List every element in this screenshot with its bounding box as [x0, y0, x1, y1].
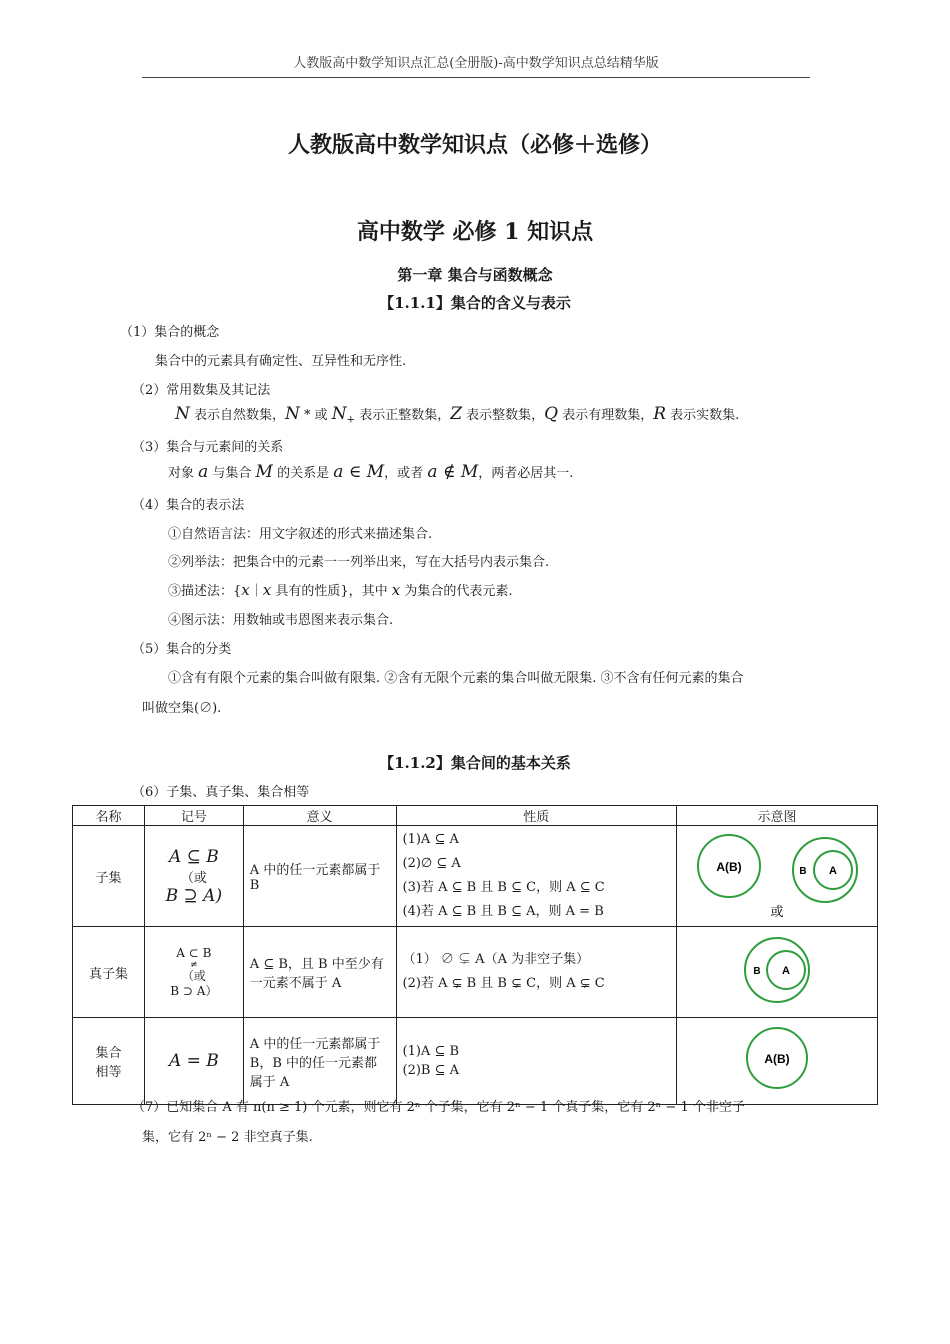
- equal-prop-1: (1)A ⊆ B: [402, 1044, 460, 1059]
- para-subset-count-1: （7）已知集合 A 有 n(n ≥ 1) 个元素，则它有 2ⁿ 个子集，它有 2ⁿ − 1 个真子集，它有 2ⁿ − 1 个非空子: [132, 1100, 745, 1115]
- proper-symbol-main: A ⊂ B: [176, 945, 212, 960]
- symbol-r: R: [653, 404, 667, 424]
- sub-title: 高中数学 必修 1 知识点: [356, 219, 594, 245]
- equal-symbol-text: A = B: [168, 1051, 219, 1071]
- text: ｜: [249, 584, 263, 599]
- table-row-subset: [73, 826, 878, 927]
- para-number-sets: [175, 404, 739, 426]
- heading-number-sets: （2）常用数集及其记法: [132, 383, 271, 398]
- para-set-concept: 集合中的元素具有确定性、互异性和无序性.: [155, 354, 407, 369]
- para-subset-count-2: 集，它有 2ⁿ − 2 非空真子集.: [142, 1130, 313, 1145]
- method-diagram: ④图示法：用数轴或韦恩图来表示集合.: [168, 613, 394, 628]
- symbol-a: a: [198, 462, 209, 482]
- text: 的关系是: [272, 466, 334, 481]
- heading-set-concept: （1）集合的概念: [120, 325, 220, 340]
- main-title: 人教版高中数学知识点（必修＋选修）: [287, 132, 662, 158]
- proper-venn-diagram: [677, 927, 876, 1013]
- equal-venn-diagram: [677, 1018, 876, 1100]
- venn-label-a: A: [829, 865, 838, 877]
- heading-classification: （5）集合的分类: [132, 642, 232, 657]
- subset-symbol: [144, 826, 243, 927]
- subset-diagram: [676, 826, 877, 927]
- subset-relations-table: [72, 805, 878, 1105]
- equal-prop-2: (2)B ⊆ A: [402, 1063, 460, 1078]
- subset-symbol-alt: B ⊇ A): [165, 885, 223, 906]
- venn-label: A(B): [764, 1052, 791, 1066]
- symbol-q: Q: [544, 404, 559, 424]
- subset-properties: [396, 826, 676, 927]
- venn-label-a: A: [782, 965, 791, 977]
- proper-subset-diagram: [676, 927, 877, 1018]
- proper-subset-meaning: A ⊆ B，且 B 中至少有一元素不属于 A: [243, 927, 396, 1018]
- subset-symbol-or: （或: [180, 870, 207, 886]
- subset-prop-2: (2)∅ ⊆ A: [402, 856, 461, 871]
- text: 与集合: [208, 466, 256, 481]
- equal-name: 集合相等: [73, 1018, 145, 1105]
- chapter-title: 第一章 集合与函数概念: [397, 266, 553, 284]
- subset-name: 子集: [73, 826, 145, 927]
- venn-or-text: 或: [770, 905, 784, 920]
- proper-subset-name: 真子集: [73, 927, 145, 1018]
- section-title-1-1-2: 【1.1.2】集合间的基本关系: [379, 754, 571, 772]
- text: 表示自然数集，: [189, 408, 286, 423]
- text: 表示正整数集，: [355, 408, 451, 423]
- header-diagram: 示意图: [676, 806, 877, 826]
- proper-subset-properties: [396, 927, 676, 1018]
- equal-properties: [396, 1018, 676, 1105]
- text: 表示有理数集，: [558, 408, 654, 423]
- section-title-1-1-1: 【1.1.1】集合的含义与表示: [379, 294, 571, 312]
- subset-venn-diagram: [677, 828, 876, 920]
- symbol-n-plus: N: [331, 404, 347, 424]
- relation-not-in: a ∉ M: [427, 462, 479, 482]
- text: 具有的性质}，其中: [271, 584, 392, 599]
- subset-meaning: A 中的任一元素都属于 B: [243, 826, 396, 927]
- subset-symbol-main: A ⊆ B: [168, 846, 219, 867]
- symbol-x: x: [391, 581, 401, 599]
- running-header: 人教版高中数学知识点汇总(全册版)-高中数学知识点总结精华版: [142, 52, 810, 78]
- subscript-plus: +: [346, 414, 356, 426]
- symbol-m: M: [255, 462, 273, 482]
- table-header-row: [73, 806, 878, 826]
- venn-label-b: B: [753, 966, 762, 977]
- text: ，或者: [384, 466, 428, 481]
- text: 表示实数集.: [666, 408, 740, 423]
- equal-symbol: [144, 1018, 243, 1105]
- table-row-equal: [73, 1018, 878, 1105]
- para-element-relation: [168, 462, 573, 482]
- symbol-n: N: [175, 404, 190, 424]
- text: 对象: [168, 466, 199, 481]
- symbol-z: Z: [450, 404, 463, 424]
- text: * 或: [299, 408, 332, 423]
- text: 表示整数集，: [462, 408, 545, 423]
- method-description: [168, 580, 513, 599]
- proper-symbol-or: （或: [181, 968, 206, 983]
- proper-neq-mark: ≠: [190, 959, 198, 970]
- header-meaning: 意义: [243, 806, 396, 826]
- proper-symbol-alt: B ⊃ A）: [170, 983, 218, 998]
- para-classification-2: 叫做空集(∅).: [142, 701, 222, 716]
- heading-representation: （4）集合的表示法: [132, 498, 245, 513]
- header-name: 名称: [73, 806, 145, 826]
- para-classification-1: ①含有有限个元素的集合叫做有限集. ②含有无限个元素的集合叫做无限集. ③不含有任何元素的集合: [168, 671, 744, 686]
- text: 为集合的代表元素.: [400, 584, 513, 599]
- venn-label: A(B): [716, 860, 743, 874]
- symbol-x: x: [262, 581, 272, 599]
- proper-prop-1: （1） ∅ ⊊ A（A 为非空子集）: [402, 952, 590, 967]
- heading-element-relation: （3）集合与元素间的关系: [132, 440, 284, 455]
- proper-subset-symbol: [144, 927, 243, 1018]
- heading-subsets: （6）子集、真子集、集合相等: [132, 785, 310, 800]
- text: ③描述法：{: [168, 584, 242, 599]
- subset-prop-1: (1)A ⊆ A: [402, 832, 459, 847]
- subset-prop-4: (4)若 A ⊆ B 且 B ⊆ A，则 A = B: [402, 904, 604, 919]
- table-row-proper-subset: [73, 927, 878, 1018]
- symbol-x: x: [241, 581, 250, 599]
- text: ，两者必居其一.: [478, 466, 574, 481]
- symbol-n-star: N: [285, 404, 300, 424]
- header-symbol: 记号: [144, 806, 243, 826]
- equal-diagram: [676, 1018, 877, 1105]
- relation-in: a ∈ M: [333, 462, 385, 482]
- method-natural-language: ①自然语言法：用文字叙述的形式来描述集合.: [168, 527, 433, 542]
- equal-meaning: A 中的任一元素都属于 B，B 中的任一元素都属于 A: [243, 1018, 396, 1105]
- venn-label-b: B: [799, 866, 808, 877]
- proper-prop-2: (2)若 A ⊊ B 且 B ⊊ C，则 A ⊊ C: [402, 976, 605, 991]
- subset-prop-3: (3)若 A ⊆ B 且 B ⊆ C，则 A ⊆ C: [402, 880, 605, 895]
- header-property: 性质: [396, 806, 676, 826]
- method-enumeration: ②列举法：把集合中的元素一一列举出来，写在大括号内表示集合.: [168, 555, 550, 570]
